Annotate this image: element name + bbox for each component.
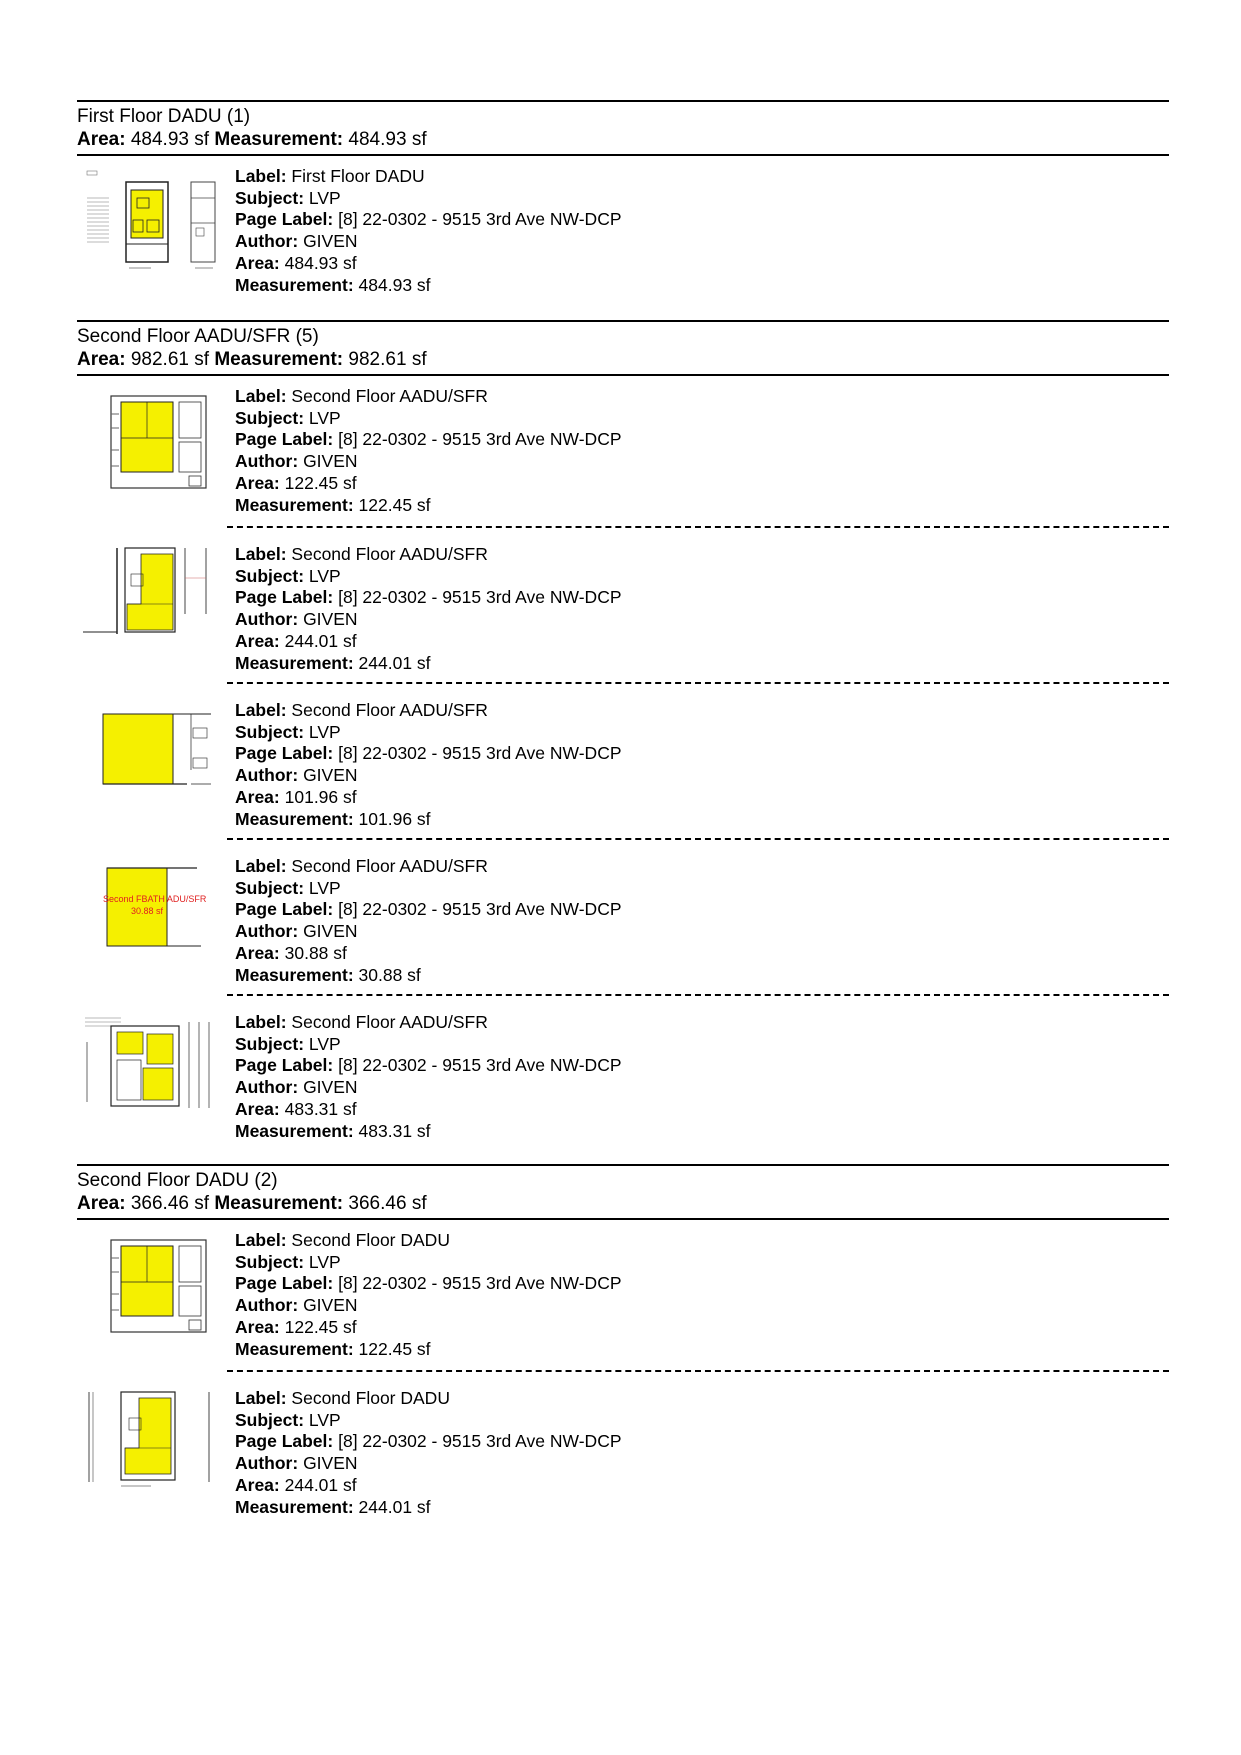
markup-summary-page [77,100,1169,1526]
prop-page-label: Page Label: [8] 22-0302 - 9515 3rd Ave NW-DCP [235,1055,622,1076]
markup-properties [235,856,622,986]
prop-author: Author: GIVEN [235,921,358,942]
group-title: Second Floor DADU (2) [77,1170,278,1191]
floor-plan-thumbnail [81,1232,219,1338]
markup-entry [77,376,1169,526]
markup-entry [77,156,1169,306]
prop-measurement: Measurement: 483.31 sf [235,1120,431,1141]
prop-subject: Subject: LVP [235,565,341,586]
prop-measurement: Measurement: 101.96 sf [235,808,431,829]
markup-entry [77,838,1169,994]
prop-subject: Subject: LVP [235,1409,341,1430]
group-totals: Area: 366.46 sf Measurement: 366.46 sf [77,1193,427,1214]
prop-page-label: Page Label: [8] 22-0302 - 9515 3rd Ave NW-DCP [235,743,622,764]
dashed-separator [227,994,1169,996]
floor-plan-thumbnail [81,544,219,650]
prop-page-label: Page Label: [8] 22-0302 - 9515 3rd Ave NW-DCP [235,429,622,450]
dashed-separator [227,1370,1169,1372]
markup-properties [235,544,622,674]
prop-label: Label: Second Floor DADU [235,1388,450,1408]
markup-properties [235,386,622,516]
dashed-separator [227,682,1169,684]
dashed-separator [227,526,1169,528]
markup-properties [235,166,622,296]
group-header [77,100,1169,156]
floor-plan-thumbnail [81,1388,219,1494]
prop-subject: Subject: LVP [235,877,341,898]
prop-label: Label: Second Floor AADU/SFR [235,856,488,876]
prop-page-label: Page Label: [8] 22-0302 - 9515 3rd Ave NW-DCP [235,209,622,230]
group-second-floor-aadu-sfr [77,320,1169,1150]
group-title: Second Floor AADU/SFR (5) [77,326,319,347]
markup-entry [77,994,1169,1150]
prop-label: Label: First Floor DADU [235,166,425,186]
group-totals: Area: 484.93 sf Measurement: 484.93 sf [77,129,427,150]
prop-area: Area: 484.93 sf [235,252,357,273]
group-first-floor-dadu [77,100,1169,306]
prop-page-label: Page Label: [8] 22-0302 - 9515 3rd Ave NW-DCP [235,1431,622,1452]
prop-area: Area: 483.31 sf [235,1098,357,1119]
group-header [77,1164,1169,1220]
prop-measurement: Measurement: 122.45 sf [235,494,431,515]
group-second-floor-dadu [77,1164,1169,1526]
floor-plan-thumbnail [81,856,219,962]
thumbnail-annotation-value: 30.88 sf [131,906,164,916]
prop-measurement: Measurement: 484.93 sf [235,274,431,295]
prop-label: Label: Second Floor AADU/SFR [235,1012,488,1032]
prop-author: Author: GIVEN [235,1077,358,1098]
markup-properties [235,1012,622,1142]
prop-author: Author: GIVEN [235,1295,358,1316]
prop-area: Area: 101.96 sf [235,786,357,807]
prop-author: Author: GIVEN [235,609,358,630]
group-header [77,320,1169,376]
prop-measurement: Measurement: 244.01 sf [235,652,431,673]
prop-label: Label: Second Floor AADU/SFR [235,386,488,406]
prop-measurement: Measurement: 244.01 sf [235,1496,431,1517]
prop-author: Author: GIVEN [235,765,358,786]
prop-area: Area: 122.45 sf [235,1316,357,1337]
prop-page-label: Page Label: [8] 22-0302 - 9515 3rd Ave NW-DCP [235,1273,622,1294]
markup-properties [235,1388,622,1518]
prop-subject: Subject: LVP [235,407,341,428]
group-title: First Floor DADU (1) [77,106,251,127]
markup-entry [77,682,1169,838]
prop-measurement: Measurement: 30.88 sf [235,964,421,985]
prop-measurement: Measurement: 122.45 sf [235,1338,431,1359]
floor-plan-thumbnail [81,1012,219,1118]
prop-subject: Subject: LVP [235,1251,341,1272]
floor-plan-thumbnail [81,388,219,494]
prop-area: Area: 122.45 sf [235,472,357,493]
thumbnail-annotation: Second FBATH ADU/SFR [103,894,207,904]
prop-label: Label: Second Floor AADU/SFR [235,544,488,564]
floor-plan-thumbnail [81,168,219,274]
prop-author: Author: GIVEN [235,451,358,472]
prop-author: Author: GIVEN [235,1453,358,1474]
markup-entry [77,1370,1169,1526]
prop-area: Area: 30.88 sf [235,942,347,963]
prop-subject: Subject: LVP [235,187,341,208]
prop-label: Label: Second Floor DADU [235,1230,450,1250]
prop-author: Author: GIVEN [235,231,358,252]
prop-page-label: Page Label: [8] 22-0302 - 9515 3rd Ave NW-DCP [235,587,622,608]
prop-subject: Subject: LVP [235,1033,341,1054]
markup-properties [235,1230,622,1360]
prop-subject: Subject: LVP [235,721,341,742]
group-totals: Area: 982.61 sf Measurement: 982.61 sf [77,349,427,370]
markup-properties [235,700,622,830]
dashed-separator [227,838,1169,840]
prop-area: Area: 244.01 sf [235,1474,357,1495]
markup-entry [77,526,1169,682]
floor-plan-thumbnail [81,700,219,806]
prop-page-label: Page Label: [8] 22-0302 - 9515 3rd Ave NW-DCP [235,899,622,920]
prop-area: Area: 244.01 sf [235,630,357,651]
markup-entry [77,1220,1169,1370]
prop-label: Label: Second Floor AADU/SFR [235,700,488,720]
